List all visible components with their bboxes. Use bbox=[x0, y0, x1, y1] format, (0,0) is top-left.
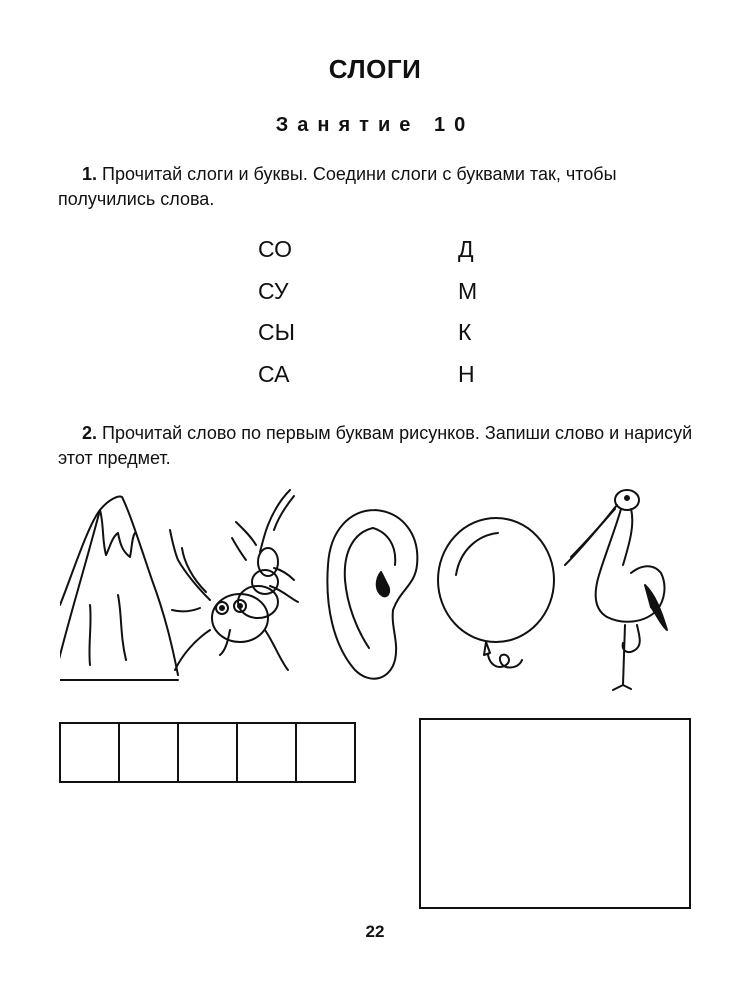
picture-row bbox=[60, 485, 680, 695]
task-2-number: 2. bbox=[82, 423, 98, 443]
drawing-box[interactable] bbox=[419, 718, 691, 909]
answer-cell[interactable] bbox=[61, 724, 120, 781]
crayfish-icon bbox=[170, 490, 298, 670]
letter-item[interactable]: М bbox=[458, 277, 478, 304]
page-number: 22 bbox=[365, 922, 385, 941]
answer-cells bbox=[59, 722, 356, 783]
answer-cell[interactable] bbox=[238, 724, 297, 781]
mountain-icon bbox=[60, 497, 178, 680]
letter-item[interactable]: К bbox=[458, 319, 472, 345]
letter-item[interactable]: Д bbox=[458, 236, 474, 262]
syllable-item[interactable]: СУ bbox=[258, 277, 289, 304]
balloon-icon bbox=[438, 518, 554, 668]
answer-cell[interactable] bbox=[297, 724, 354, 781]
syllable-item[interactable]: СЫ bbox=[258, 319, 295, 345]
letter-item[interactable]: Н bbox=[458, 360, 475, 387]
lesson-title: Занятие 10 bbox=[275, 114, 475, 136]
answer-cell[interactable] bbox=[120, 724, 179, 781]
task-2-instruction bbox=[58, 421, 708, 471]
syllable-item[interactable]: СО bbox=[258, 236, 292, 262]
stork-icon bbox=[565, 490, 667, 690]
page-title: СЛОГИ bbox=[328, 54, 422, 84]
answer-cell[interactable] bbox=[179, 724, 238, 781]
letters-column bbox=[458, 229, 477, 395]
ear-icon bbox=[327, 510, 417, 679]
syllables-column bbox=[258, 229, 295, 395]
task-2-text: Прочитай слово по первым буквам рисунков. Запиши слово и нарисуй этот предмет. bbox=[58, 423, 693, 468]
syllable-item[interactable]: СА bbox=[258, 360, 290, 387]
task-1-number: 1. bbox=[82, 164, 98, 184]
task-1-text: Прочитай слоги и буквы. Соедини слоги с буквами так, чтобы получились слова. bbox=[58, 164, 617, 209]
task-1-instruction bbox=[58, 162, 708, 212]
